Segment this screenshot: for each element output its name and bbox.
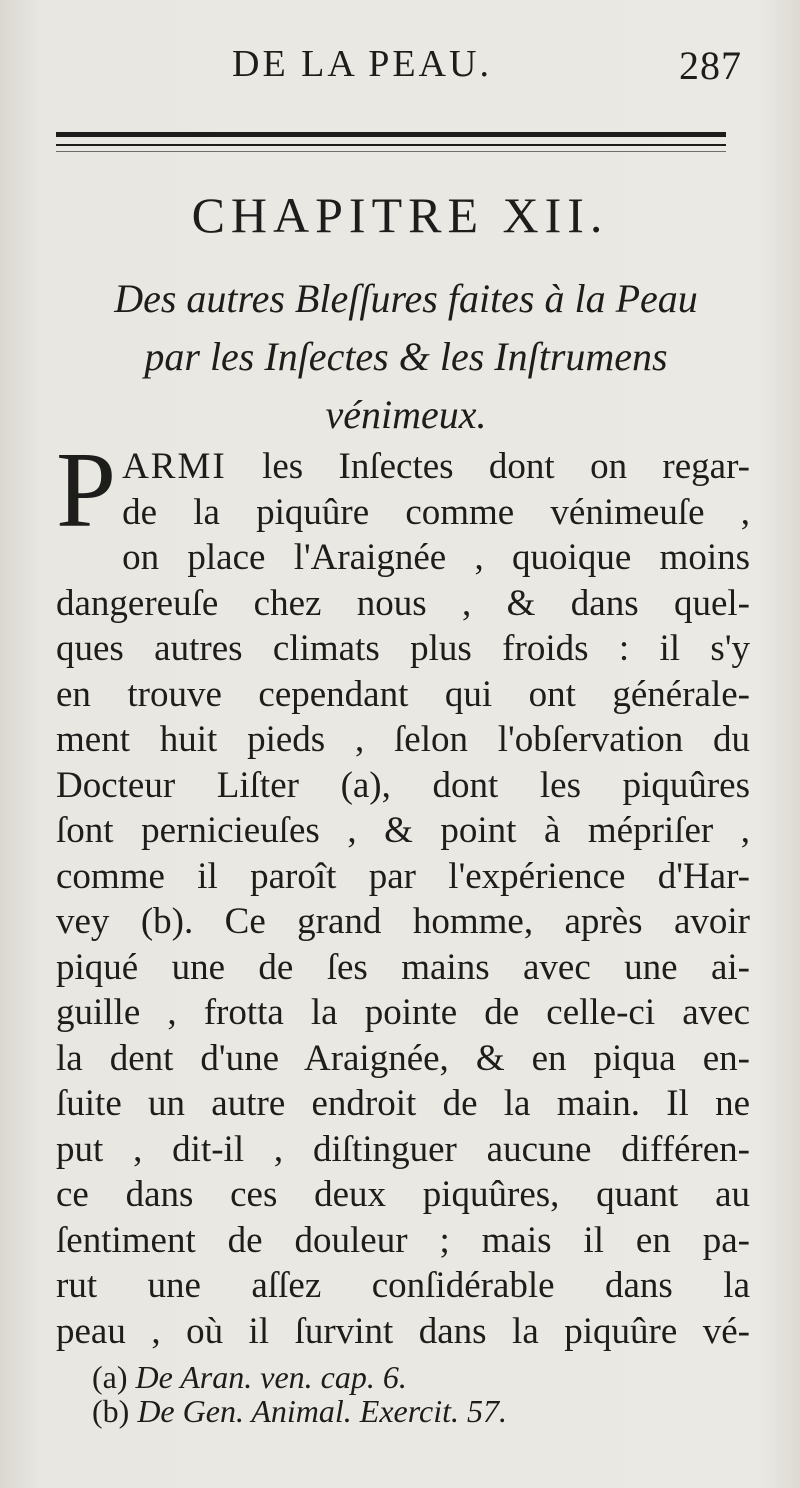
- text-line: peau , où il ſurvint dans la piquûre vé-: [56, 1310, 750, 1352]
- text-line: guille , frotta la pointe de celle-ci avec: [56, 992, 750, 1033]
- body-text: [56, 431, 750, 1354]
- text-line: rut une aſſez conſidérable dans la: [56, 1265, 750, 1306]
- text-line: piqué une de ſes mains avec une ai-: [56, 946, 750, 988]
- footnote: [92, 1360, 752, 1394]
- page-header: [0, 42, 800, 102]
- footnote: [92, 1394, 752, 1428]
- text-line: on place l'Araignée , quoique moins: [122, 537, 750, 578]
- subtitle-line: Des autres Bleſſures faites à la Peau: [114, 276, 698, 321]
- footnote-text: De Gen. Animal. Exercit. 57.: [137, 1393, 507, 1429]
- text-line-rest: les Inſectes dont on regar-: [262, 446, 750, 487]
- text-line: ques autres climats plus froids : il s'y: [56, 628, 750, 669]
- subtitle-line: vénimeux.: [325, 392, 487, 437]
- text-line: la dent d'une Araignée, & en piqua en-: [56, 1037, 750, 1079]
- text-line: [122, 444, 750, 490]
- footnotes: [92, 1360, 752, 1428]
- text-line: ment huit pieds , ſelon l'obſervation du: [56, 719, 750, 760]
- footnote-mark: (b): [92, 1393, 130, 1429]
- header-rule-thick: [56, 132, 726, 137]
- header-rule-hairline: [56, 151, 726, 152]
- text-line: de la piquûre comme vénimeuſe ,: [122, 491, 750, 533]
- running-head: DE LA PEAU.: [232, 43, 492, 85]
- first-word: ARMI: [122, 446, 227, 487]
- page-number: 287: [679, 43, 742, 88]
- text-line: comme il paroît par l'expérience d'Har-: [56, 855, 750, 897]
- text-line: put , dit-il , diſtinguer aucune différen-: [56, 1128, 750, 1170]
- text-line: ſuite un autre endroit de la main. Il ne: [56, 1083, 750, 1124]
- drop-cap: P: [56, 431, 117, 550]
- text-line: en trouve cependant qui ont générale-: [56, 673, 750, 715]
- header-rule-thin: [56, 144, 726, 146]
- chapter-title: CHAPITRE XII.: [191, 187, 609, 243]
- chapter-subtitle: [56, 270, 756, 444]
- footnote-mark: (a): [92, 1359, 128, 1395]
- text-line: ſont pernicieuſes , & point à mépriſer ,: [56, 810, 750, 851]
- text-line: ſentiment de douleur ; mais il en pa-: [56, 1219, 750, 1261]
- text-line: ce dans ces deux piquûres, quant au: [56, 1174, 750, 1215]
- text-line: dangereuſe chez nous , & dans quel-: [56, 582, 750, 624]
- subtitle-line: par les Inſectes & les Inſtrumens: [144, 334, 668, 379]
- text-line: vey (b). Ce grand homme, après avoir: [56, 901, 750, 942]
- footnote-text: De Aran. ven. cap. 6.: [135, 1359, 407, 1395]
- text-line: Docteur Liſter (a), dont les piquûres: [56, 764, 750, 806]
